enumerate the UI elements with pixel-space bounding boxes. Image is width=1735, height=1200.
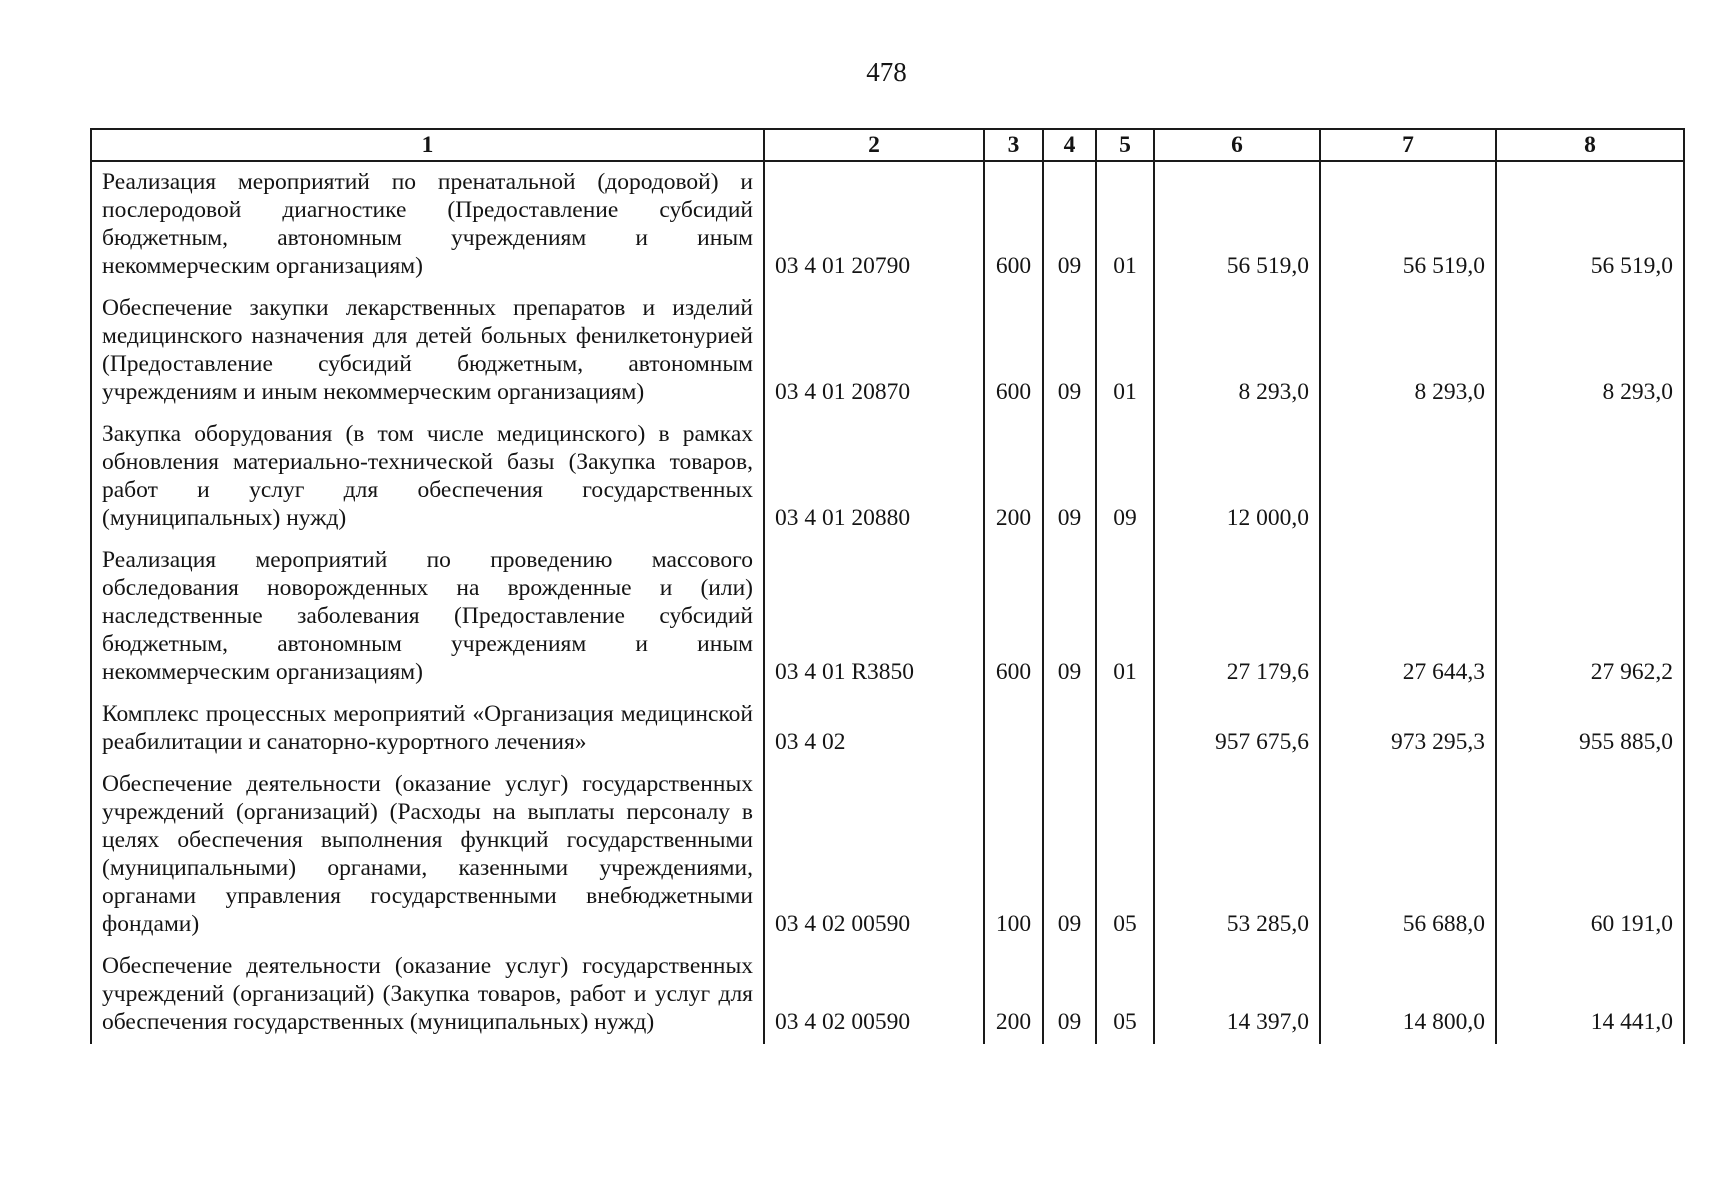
row-amount-col8: 60 191,0: [1496, 764, 1684, 946]
row-amount-col7: 56 519,0: [1320, 161, 1496, 288]
column-header: 4: [1043, 129, 1096, 161]
row-code: 03 4 01 20880: [764, 414, 984, 540]
row-expense-type: [984, 694, 1043, 764]
table-row: [91, 946, 1684, 1044]
table-row: [91, 161, 1684, 288]
row-subsection: 05: [1096, 946, 1154, 1044]
row-description: Реализация мероприятий по проведению массового обследования новорожденных на врожденные и (или) наследственные заболевания (Предоставление субсидий бюджетным, автономным учреждениям и иным некоммерческим организациям): [91, 540, 764, 694]
row-code: 03 4 01 R3850: [764, 540, 984, 694]
column-header: 8: [1496, 129, 1684, 161]
row-amount-col8: 955 885,0: [1496, 694, 1684, 764]
row-section: [1043, 694, 1096, 764]
row-amount-col6: 53 285,0: [1154, 764, 1320, 946]
row-description: Реализация мероприятий по пренатальной (дородовой) и послеродовой диагностике (Предоставление субсидий бюджетным, автономным учреждениям и иным некоммерческим организациям): [91, 161, 764, 288]
row-amount-col8: 27 962,2: [1496, 540, 1684, 694]
row-amount-col6: 56 519,0: [1154, 161, 1320, 288]
row-subsection: 05: [1096, 764, 1154, 946]
row-code: 03 4 02 00590: [764, 946, 984, 1044]
row-amount-col7: 27 644,3: [1320, 540, 1496, 694]
row-amount-col7: 14 800,0: [1320, 946, 1496, 1044]
column-header: 1: [91, 129, 764, 161]
column-header: 6: [1154, 129, 1320, 161]
row-code: 03 4 02 00590: [764, 764, 984, 946]
row-amount-col6: 8 293,0: [1154, 288, 1320, 414]
row-section: 09: [1043, 161, 1096, 288]
row-section: 09: [1043, 414, 1096, 540]
row-description: Обеспечение деятельности (оказание услуг) государственных учреждений (организаций) (Закупка товаров, работ и услуг для обеспечения государственных (муниципальных) нужд): [91, 946, 764, 1044]
row-subsection: [1096, 694, 1154, 764]
row-amount-col7: 56 688,0: [1320, 764, 1496, 946]
row-expense-type: 100: [984, 764, 1043, 946]
row-amount-col6: 14 397,0: [1154, 946, 1320, 1044]
row-amount-col8: 8 293,0: [1496, 288, 1684, 414]
page-number: 478: [866, 57, 907, 87]
column-header: 5: [1096, 129, 1154, 161]
row-expense-type: 600: [984, 161, 1043, 288]
row-subsection: 01: [1096, 540, 1154, 694]
row-amount-col7: [1320, 414, 1496, 540]
row-amount-col8: 14 441,0: [1496, 946, 1684, 1044]
row-amount-col6: 957 675,6: [1154, 694, 1320, 764]
table-row: [91, 414, 1684, 540]
row-section: 09: [1043, 764, 1096, 946]
table-header-row: [91, 129, 1684, 161]
row-expense-type: 600: [984, 540, 1043, 694]
row-expense-type: 200: [984, 946, 1043, 1044]
row-amount-col8: [1496, 414, 1684, 540]
row-code: 03 4 02: [764, 694, 984, 764]
column-header: 7: [1320, 129, 1496, 161]
row-amount-col7: 973 295,3: [1320, 694, 1496, 764]
row-amount-col8: 56 519,0: [1496, 161, 1684, 288]
row-expense-type: 600: [984, 288, 1043, 414]
row-subsection: 01: [1096, 161, 1154, 288]
row-amount-col6: 27 179,6: [1154, 540, 1320, 694]
row-description: Обеспечение закупки лекарственных препаратов и изделий медицинского назначения для детей больных фенилкетонурией (Предоставление субсидий бюджетным, автономным учреждениям и иным некоммерческим организациям): [91, 288, 764, 414]
table-row: [91, 764, 1684, 946]
row-section: 09: [1043, 288, 1096, 414]
table-row: [91, 288, 1684, 414]
row-code: 03 4 01 20790: [764, 161, 984, 288]
column-header: 2: [764, 129, 984, 161]
row-subsection: 09: [1096, 414, 1154, 540]
row-expense-type: 200: [984, 414, 1043, 540]
row-code: 03 4 01 20870: [764, 288, 984, 414]
table-row: [91, 540, 1684, 694]
row-description: Комплекс процессных мероприятий «Организация медицинской реабилитации и санаторно-курортного лечения»: [91, 694, 764, 764]
row-subsection: 01: [1096, 288, 1154, 414]
row-amount-col7: 8 293,0: [1320, 288, 1496, 414]
row-amount-col6: 12 000,0: [1154, 414, 1320, 540]
budget-table: [90, 128, 1685, 1044]
column-header: 3: [984, 129, 1043, 161]
row-description: Обеспечение деятельности (оказание услуг) государственных учреждений (организаций) (Расходы на выплаты персоналу в целях обеспечения выполнения функций государственными (муниципальными) органами, казенными учреждениями, органами управления государственными внебюджетными фондами): [91, 764, 764, 946]
row-section: 09: [1043, 540, 1096, 694]
row-description: Закупка оборудования (в том числе медицинского) в рамках обновления материально-технической базы (Закупка товаров, работ и услуг для обеспечения государственных (муниципальных) нужд): [91, 414, 764, 540]
table-row: [91, 694, 1684, 764]
row-section: 09: [1043, 946, 1096, 1044]
